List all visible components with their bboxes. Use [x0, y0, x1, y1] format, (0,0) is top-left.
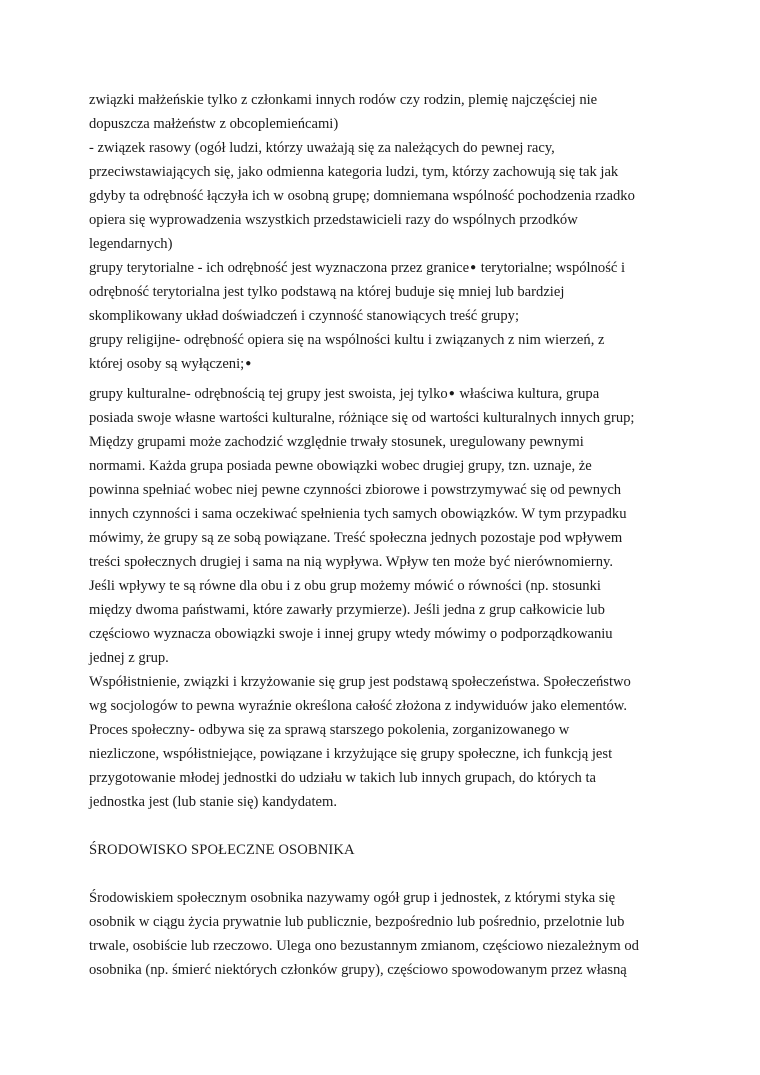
text-line: jednej z grup. [89, 650, 169, 666]
text-line: Jeśli wpływy te są równe dla obu i z obu grup możemy mówić o równości (np. stosunki [89, 578, 601, 594]
bullet-icon: ● [470, 262, 477, 273]
text-line: jednostka jest (lub stanie się) kandydatem. [89, 794, 338, 810]
text-fragment: właściwa kultura, grupa [455, 386, 600, 402]
text-line: powinna spełniać wobec niej pewne czynności zbiorowe i powstrzymywać się od pewnych [89, 482, 622, 498]
territorial-groups-line [89, 256, 679, 280]
spacer [89, 862, 679, 886]
text-line: skomplikowany układ doświadczeń i czynność stanowiących treść grupy; [89, 308, 519, 324]
text-line: Między grupami może zachodzić względnie trwały stosunek, uregulowany pewnymi [89, 434, 584, 450]
text-line: trwale, osobiście lub rzeczowo. Ulega ono bezustannym zmianom, częściowo niezależnym od [89, 938, 639, 954]
text-line: Współistnienie, związki i krzyżowanie się grup jest podstawą społeczeństwa. Społeczeństwo [89, 674, 631, 690]
text-line: częściowo wyznacza obowiązki swoje i innej grupy wtedy mówimy o podporządkowaniu [89, 626, 613, 642]
text-line: związki małżeńskie tylko z członkami innych rodów czy rodzin, plemię najczęściej nie [89, 92, 598, 108]
text-fragment: której osoby są wyłączeni; [89, 356, 245, 372]
spacer [89, 814, 679, 838]
text-line: treści społecznych drugiej i sama na nią wypływa. Wpływ ten może być nierównomierny. [89, 554, 613, 570]
text-line: przeciwstawiających się, jako odmienna kategoria ludzi, tym, którzy zachowują się tak jak [89, 164, 619, 180]
text-line: opiera się wyprowadzenia wszystkich przedstawicieli razy do wspólnych przodków [89, 212, 578, 228]
text-line: osobnika (np. śmierć niektórych członków grupy), częściowo spowodowanym przez własną [89, 962, 627, 978]
section-heading: ŚRODOWISKO SPOŁECZNE OSOBNIKA [89, 842, 355, 858]
text-line: gdyby ta odrębność łączyła ich w osobną grupę; domniemana wspólność pochodzenia rzadko [89, 188, 635, 204]
bullet-icon: ● [245, 358, 252, 369]
text-line: legendarnych) [89, 236, 173, 252]
text-line: między dwoma państwami, które zawarły przymierze). Jeśli jedna z grup całkowicie lub [89, 602, 605, 618]
text-fragment: grupy kulturalne- odrębnością tej grupy jest swoista, jej tylko [89, 386, 448, 402]
text-line: Środowiskiem społecznym osobnika nazywamy ogół grup i jednostek, z którymi styka się [89, 890, 616, 906]
text-line: Proces społeczny- odbywa się za sprawą starszego pokolenia, zorganizowanego w [89, 722, 570, 738]
cultural-groups-line [89, 382, 679, 406]
text-line: - związek rasowy (ogół ludzi, którzy uważają się za należących do pewnej racy, [89, 140, 555, 156]
document-page [89, 88, 679, 982]
text-line: mówimy, że grupy są ze sobą powiązane. Treść społeczna jednych pozostaje pod wpływem [89, 530, 623, 546]
text-line: innych czynności i sama oczekiwać spełnienia tych samych obowiązków. W tym przypadku [89, 506, 627, 522]
text-line: posiada swoje własne wartości kulturalne, różniące się od wartości kulturalnych innych grup; [89, 410, 635, 426]
text-line: dopuszcza małżeństw z obcoplemieńcami) [89, 116, 339, 132]
text-line: osobnik w ciągu życia prywatnie lub publicznie, bezpośrednio lub pośrednio, przelotnie lub [89, 914, 625, 930]
text-line: wg socjologów to pewna wyraźnie określona całość złożona z indywiduów jako elementów. [89, 698, 628, 714]
text-line: grupy religijne- odrębność opiera się na wspólności kultu i związanych z nim wierzeń, z [89, 332, 605, 348]
text-line: niezliczone, współistniejące, powiązane i krzyżujące się grupy społeczne, ich funkcją jest [89, 746, 613, 762]
text-fragment: grupy terytorialne - ich odrębność jest wyznaczona przez granice [89, 260, 470, 276]
bullet-icon: ● [448, 388, 455, 399]
text-fragment: terytorialne; wspólność i [477, 260, 626, 276]
text-line: normami. Każda grupa posiada pewne obowiązki wobec drugiej grupy, tzn. uznaje, że [89, 458, 592, 474]
text-line: odrębność terytorialna jest tylko podstawą na której buduje się mniej lub bardziej [89, 284, 565, 300]
text-line: przygotowanie młodej jednostki do udziału w takich lub innych grupach, do których ta [89, 770, 597, 786]
religious-groups-line [89, 352, 679, 376]
